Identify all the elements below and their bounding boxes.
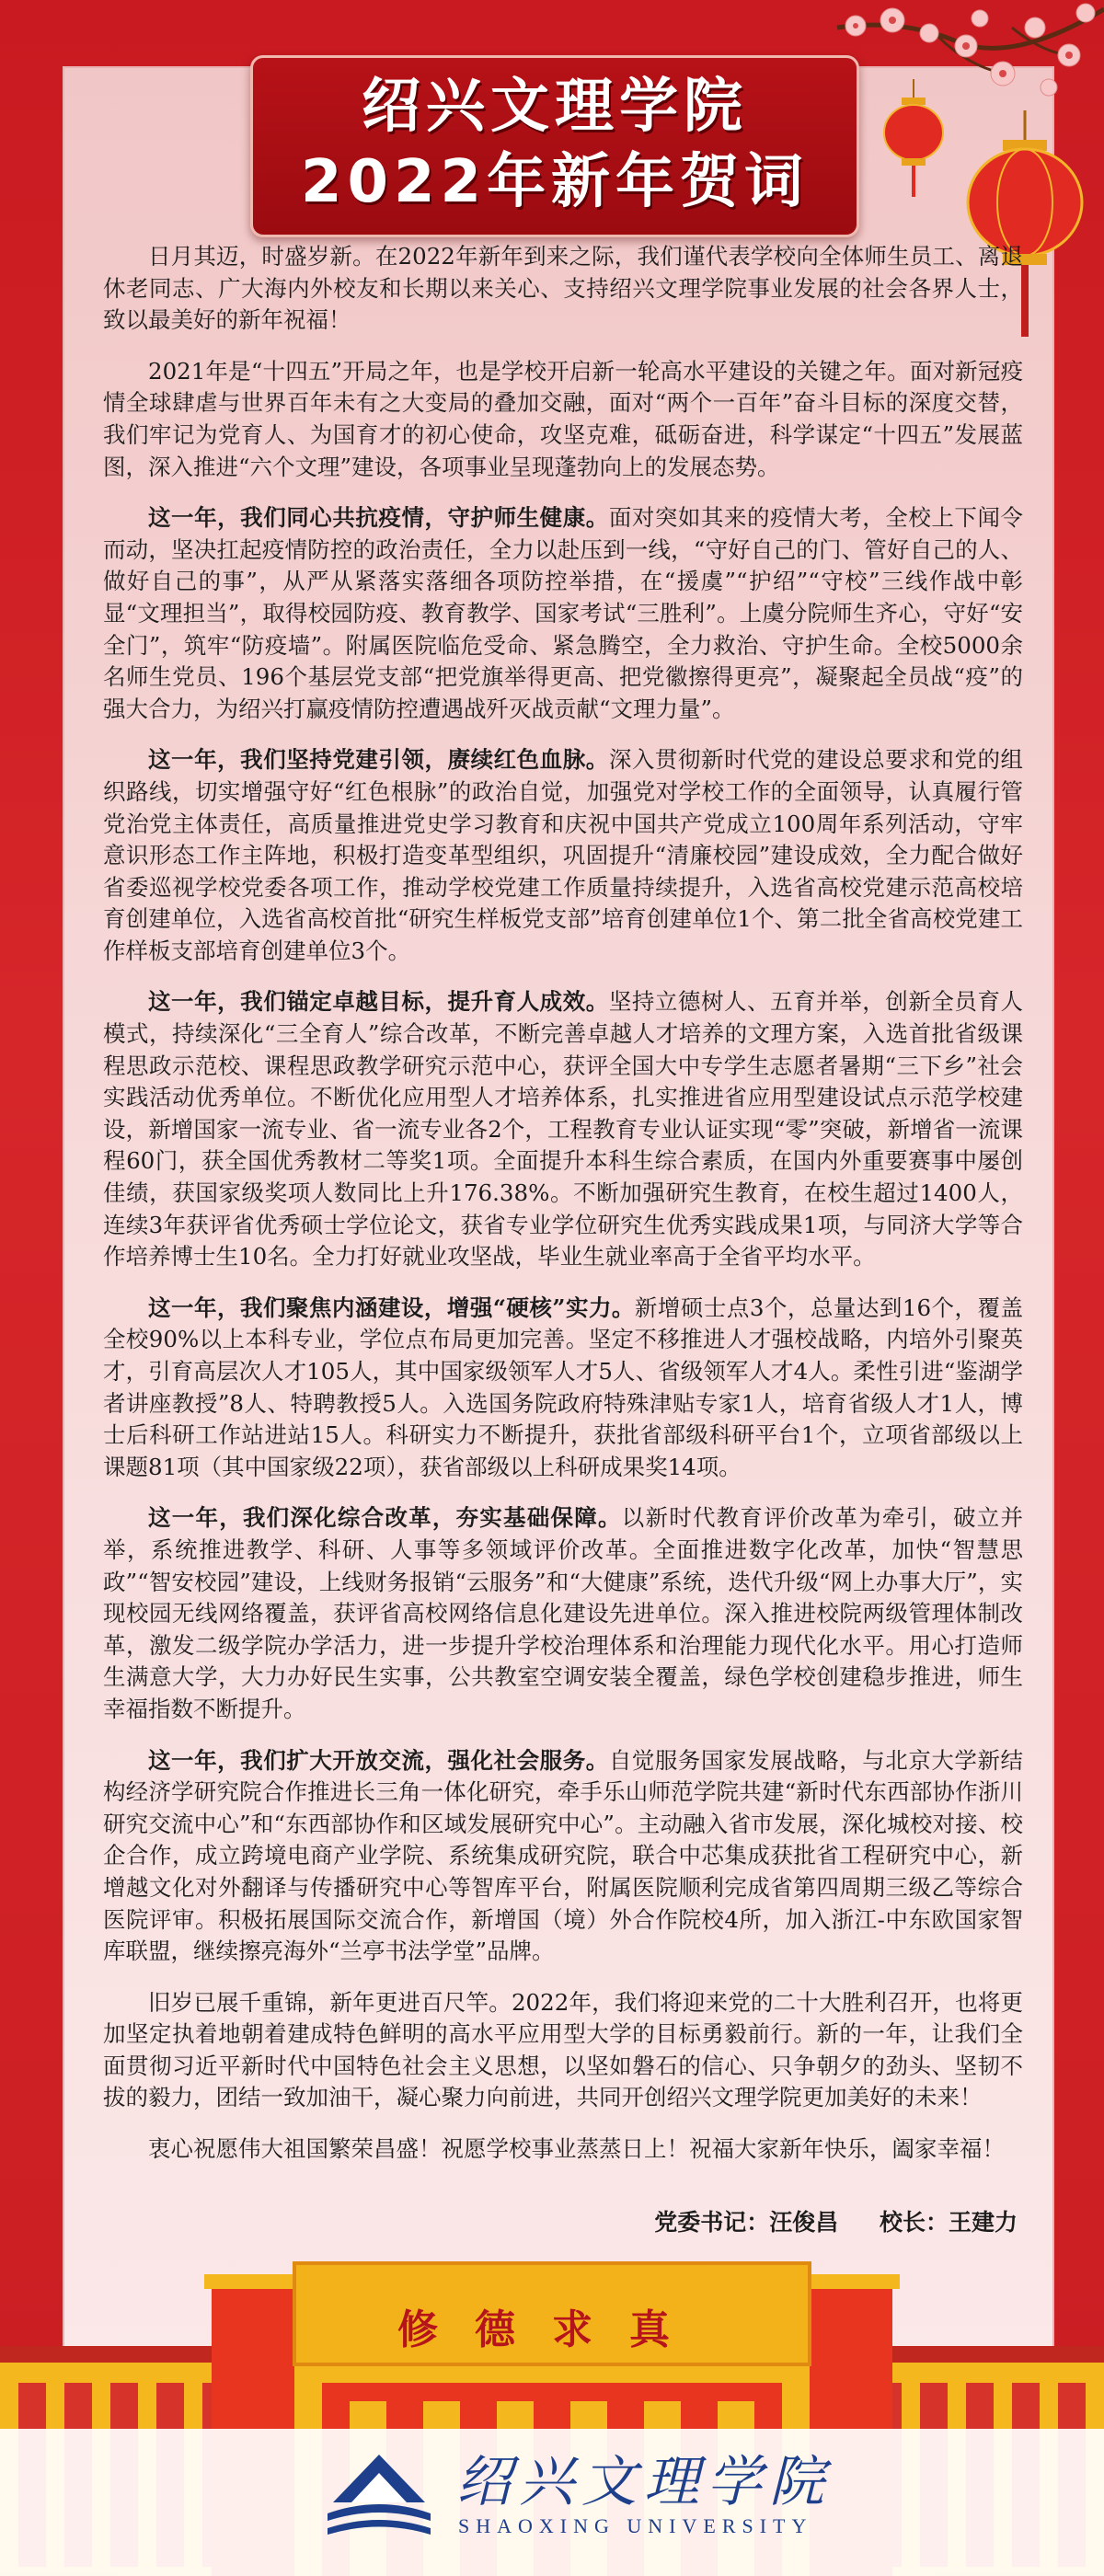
party-secretary-signature: 党委书记：汪俊昌	[654, 2209, 839, 2236]
paragraph: 这一年，我们聚焦内涵建设，增强“硬核”实力。新增硕士点3个，总量达到16个，覆盖全校90%以上本科专业，学位点布局更加完善。坚定不移推进人才强校战略，内培外引聚英才，引育高层次人才105人，其中国家级领军人才5人、省级领军人才4人。柔性引进“鉴湖学者讲座教授”8人、特聘教授5人。入选国务院政府特殊津贴专家1人，培育省级人才1人，博士后科研工作站进站15人。科研实力不断提升，获批省部级科研平台1个，立项省部级以上课题81项（其中国家级22项），获省部级以上科研成果奖14项。	[103, 1294, 1023, 1480]
title-banner	[250, 55, 859, 237]
letter-body	[103, 241, 1023, 2185]
paragraph: 这一年，我们锚定卓越目标，提升育人成效。坚持立德树人、五育并举，创新全员育人模式，持续深化“三全育人”综合改革，不断完善卓越人才培养的文理方案，入选首批省级课程思政示范校、课程思政教学研究示范中心，获评全国大中专学生志愿者暑期“三下乡”社会实践活动优秀单位。不断优化应用型人才培养体系，扎实推进省应用型建设试点示范学校建设，新增国家一流专业、省一流专业各2个，工程教育专业认证实现“零”突破，新增省一流课程60门，获全国优秀教材二等奖1项。全面提升本科生综合素质，在国内外重要赛事中屡创佳绩，获国家级奖项人数同比上升176.38%。不断加强研究生教育，在校生超过1400人，连续3年获评省优秀硕士学位论文，获省专业学位研究生优秀实践成果1项，与同济大学等合作培养博士生10名。全力打好就业攻坚战，毕业生就业率高于全省平均水平。	[103, 988, 1024, 1271]
paragraph: 这一年，我们坚持党建引领，赓续红色血脉。深入贯彻新时代党的建设总要求和党的组织路线，切实增强守好“红色根脉”的政治自觉，加强党对学校工作的全面领导，认真履行管党治党主体责任，高质量推进党史学习教育和庆祝中国共产党成立100周年系列活动，守牢意识形态工作主阵地，积极打造变革型组织，巩固提升“清廉校园”建设成效，全力配合做好省委巡视学校党委各项工作，推动学校党建工作质量持续提升，入选省高校党建示范高校培育创建单位，入选省高校首批“研究生样板党支部”培育创建单位1个、第二批全省高校党建工作样板支部培育创建单位3个。	[103, 746, 1024, 964]
paragraph: 这一年，我们深化综合改革，夯实基础保障。以新时代教育评价改革为牵引，破立并举，系统推进教学、科研、人事等多领域评价改革。全面推进数字化改革，加快“智慧思政”“智安校园”建设，上线财务报销“云服务”和“大健康”系统，迭代升级“网上办事大厅”，实现校园无线网络覆盖，获评省高校网络信息化建设先进单位。深入推进校院两级管理体制改革，激发二级学院办学活力，进一步提升学校治理体系和治理能力现代化水平。用心打造师生满意大学，大力办好民生实事，公共教室空调安装全覆盖，绿色学校创建稳步推进，师生幸福指数不断提升。	[103, 1504, 1024, 1722]
university-logo-icon	[324, 2447, 434, 2539]
motto: 修德求真	[397, 2306, 707, 2353]
paragraph: 这一年，我们扩大开放交流，强化社会服务。自觉服务国家发展战略，与北京大学新结构经济学研究院合作推进长三角一体化研究，牵手乐山师范学院共建“新时代东西部协作浙川研究交流中心”和“东西部协作和区域发展研究中心”。主动融入省市发展，深化城校对接、校企合作，成立跨境电商产业学院、系统集成研究院，联合中芯集成获批省工程研究中心，新增越文化对外翻译与传播研究中心等智库平台，附属医院顺利完成省第四周期三级乙等综合医院评审。积极拓展国际交流合作，新增国（境）外合作院校4所，加入浙江-中东欧国家智库联盟，继续擦亮海外“兰亭书法学堂”品牌。	[103, 1746, 1024, 1965]
paragraph: 这一年，我们同心共抗疫情，守护师生健康。面对突如其来的疫情大考，全校上下闻令而动，坚决扛起疫情防控的政治责任，全力以赴压到一线，“守好自己的门、管好自己的人、做好自己的事”，从严从紧落实落细各项防控举措，在“援虞”“护绍”“守校”三线作战中彰显“文理担当”，取得校园防疫、教育教学、国家考试“三胜利”。上虞分院师生齐心，守好“安全门”，筑牢“防疫墙”。附属医院临危受命、紧急腾空，全力救治、守护生命。全校5000余名师生党员、196个基层党支部“把党旗举得更高、把党徽擦得更亮”，凝聚起全员战“疫”的强大合力，为绍兴打赢疫情防控遭遇战歼灭战贡献“文理力量”。	[103, 504, 1024, 722]
paragraph: 旧岁已展千重锦，新年更进百尺竿。2022年，我们将迎来党的二十大胜利召开，也将更加坚定执着地朝着建成特色鲜明的高水平应用型大学的目标勇毅前行。新的一年，让我们全面贯彻习近平新时代中国特色社会主义思想，以坚如磐石的信心、只争朝夕的劲头、坚韧不拔的毅力，团结一致加油干，凝心聚力向前进，共同开创绍兴文理学院更加美好的未来！	[103, 1988, 1023, 2111]
paragraph: 2021年是“十四五”开局之年，也是学校开启新一轮高水平建设的关键之年。面对新冠疫情全球肆虐与世界百年未有之大变局的叠加交融，面对“两个一百年”奋斗目标的深度交替，我们牢记为党育人、为国育才的初心使命，攻坚克难，砥砺奋进，科学谋定“十四五”发展蓝图，深入推进“六个文理”建设，各项事业呈现蓬勃向上的发展态势。	[103, 357, 1023, 480]
university-name-en: SHAOXING UNIVERSITY	[458, 2514, 813, 2537]
signature	[621, 2204, 1018, 2237]
page-subtitle: 2022年新年贺词	[300, 148, 810, 216]
page-title: 绍兴文理学院	[362, 73, 748, 141]
red-lantern-icon	[881, 79, 946, 199]
paragraph: 日月其迈，时盛岁新。在2022年新年到来之际，我们谨代表学校向全体师生员工、离退休老同志、广大海内外校友和长期以来关心、支持绍兴文理学院事业发展的社会各界人士，致以最美好的新年祝福！	[103, 243, 1023, 334]
university-name-cn: 绍兴文理学院	[456, 2450, 832, 2514]
plum-blossom-icon	[828, 0, 1104, 110]
paragraph: 衷心祝愿伟大祖国繁荣昌盛！祝愿学校事业蒸蒸日上！祝福大家新年快乐，阖家幸福！	[148, 2135, 1005, 2163]
president-signature: 校长：王建力	[879, 2209, 1018, 2236]
